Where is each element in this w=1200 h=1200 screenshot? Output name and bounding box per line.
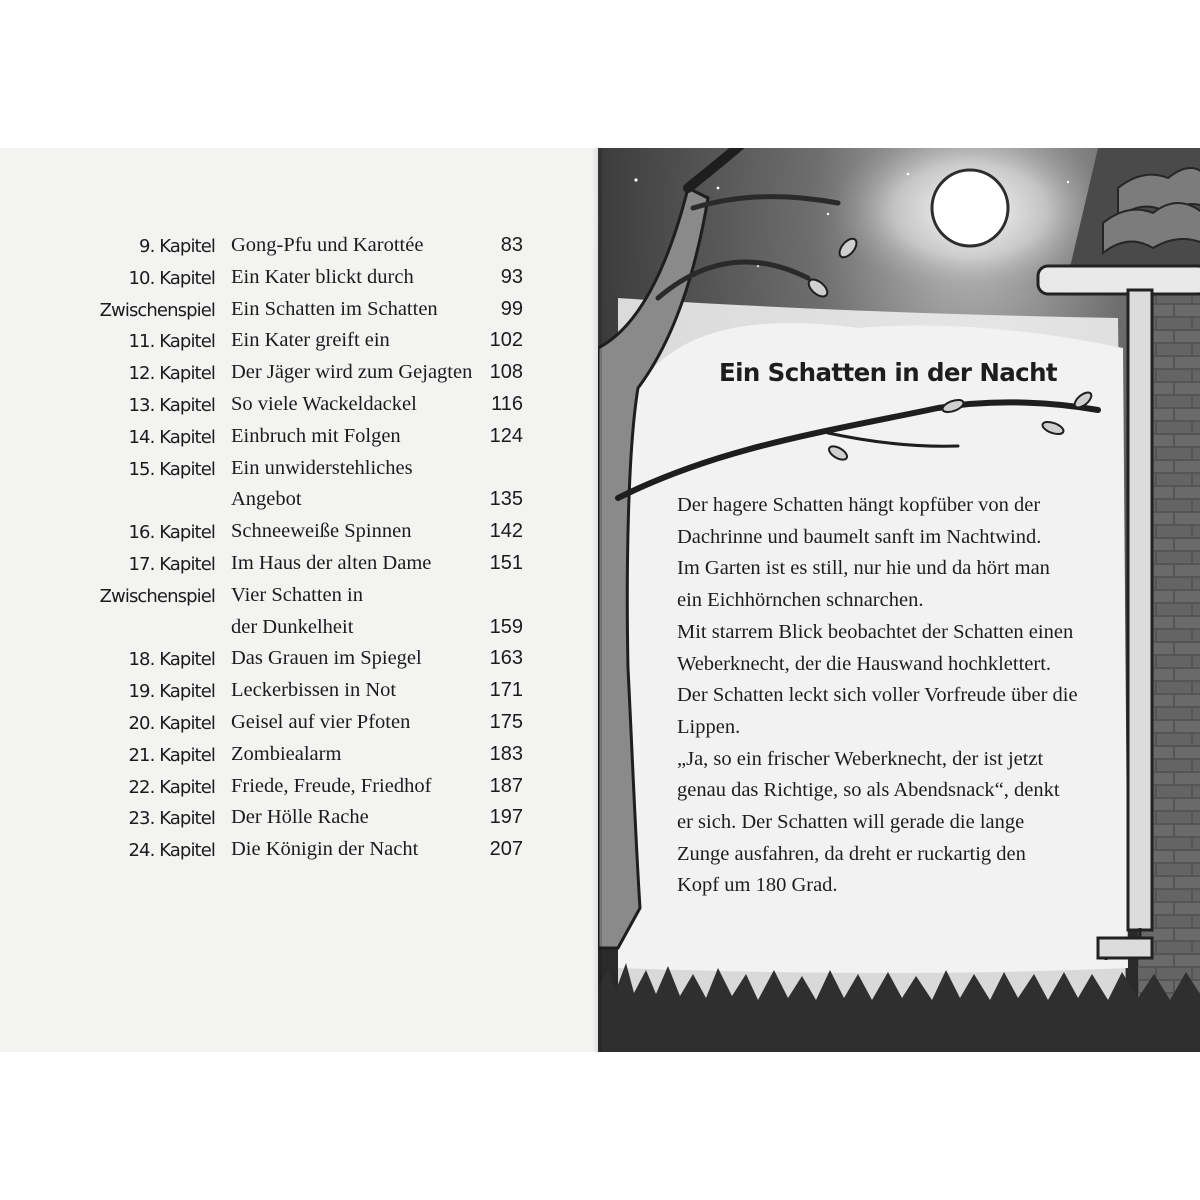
text-line: Dachrinne und baumelt sanft im Nachtwind. (677, 525, 1042, 548)
table-of-contents (0, 234, 598, 870)
toc-chapter-label: 14. Kapitel (128, 426, 215, 448)
toc-page-number: 124 (489, 424, 523, 447)
toc-row (0, 520, 598, 552)
toc-chapter-title: Angebot (231, 488, 302, 511)
toc-chapter-title: Die Königin der Nacht (231, 838, 419, 861)
toc-row (0, 711, 598, 743)
toc-page-number: 183 (489, 742, 523, 765)
toc-row (0, 679, 598, 711)
toc-chapter-title: Zombiealarm (231, 742, 342, 765)
toc-row (0, 838, 598, 870)
toc-chapter-title: So viele Wackeldackel (231, 392, 417, 415)
toc-row (0, 584, 598, 616)
toc-row (0, 234, 598, 266)
chapter-text (677, 490, 1107, 902)
toc-page-number: 102 (489, 329, 523, 352)
toc-chapter-label: 18. Kapitel (128, 649, 215, 671)
text-line: genau das Richtige, so als Abendsnack“, denkt (677, 779, 1060, 802)
book-gutter (592, 148, 602, 1052)
toc-chapter-title: Vier Schatten in (231, 583, 363, 606)
text-line: er sich. Der Schatten will gerade die lange (677, 811, 1025, 834)
toc-page-number: 108 (489, 361, 523, 384)
toc-chapter-title: Gong-Pfu und Karottée (231, 234, 424, 256)
toc-chapter-label: 16. Kapitel (128, 522, 215, 544)
toc-row (0, 361, 598, 393)
text-line: Weberknecht, der die Hauswand hochklettert. (677, 652, 1052, 675)
toc-chapter-label: 12. Kapitel (128, 363, 215, 385)
text-line: Lippen. (677, 715, 741, 738)
toc-chapter-label: 21. Kapitel (128, 744, 215, 766)
toc-chapter-label: 13. Kapitel (128, 394, 215, 416)
toc-chapter-title: Ein Kater blickt durch (231, 265, 414, 288)
toc-row (0, 457, 598, 489)
toc-chapter-title: Leckerbissen in Not (231, 679, 397, 702)
toc-chapter-label: 9. Kapitel (139, 236, 215, 257)
toc-row (0, 775, 598, 807)
left-page-contents (0, 148, 598, 1052)
rain-gutter (1038, 266, 1200, 294)
toc-chapter-label: 24. Kapitel (128, 840, 215, 862)
toc-chapter-title: Ein Kater greift ein (231, 329, 390, 352)
toc-page-number: 83 (500, 234, 523, 256)
toc-row (0, 488, 598, 520)
toc-chapter-title: Der Hölle Rache (231, 806, 369, 829)
toc-page-number: 142 (489, 520, 523, 543)
toc-chapter-title: Im Haus der alten Dame (231, 551, 432, 574)
toc-row (0, 743, 598, 775)
toc-chapter-label: Zwischenspiel (99, 585, 215, 607)
text-line: Mit starrem Blick beobachtet der Schatten einen (677, 620, 1074, 643)
toc-chapter-title: der Dunkelheit (231, 615, 354, 638)
toc-chapter-label: 10. Kapitel (128, 267, 215, 289)
toc-row (0, 298, 598, 330)
moon-icon (932, 170, 1008, 246)
toc-chapter-title: Ein Schatten im Schatten (231, 297, 438, 320)
toc-chapter-title: Der Jäger wird zum Gejagten (231, 361, 473, 384)
toc-row (0, 647, 598, 679)
toc-page-number: 171 (489, 679, 523, 702)
toc-chapter-label: 11. Kapitel (128, 331, 215, 353)
toc-chapter-title: Das Grauen im Spiegel (231, 647, 422, 670)
text-line: Der hagere Schatten hängt kopfüber von der (677, 494, 1041, 516)
toc-chapter-title: Ein unwiderstehliches (231, 456, 413, 479)
toc-chapter-title: Schneeweiße Spinnen (231, 520, 412, 543)
toc-page-number: 163 (489, 647, 523, 670)
toc-row (0, 425, 598, 457)
chapter-heading: Ein Schatten in der Nacht (718, 358, 1058, 387)
toc-chapter-title: Geisel auf vier Pfoten (231, 710, 411, 733)
toc-chapter-label: 22. Kapitel (128, 776, 215, 798)
toc-page-number: 175 (489, 710, 523, 733)
toc-chapter-label: 15. Kapitel (128, 458, 215, 480)
toc-chapter-label: Zwischenspiel (99, 299, 215, 321)
toc-chapter-title: Einbruch mit Folgen (231, 424, 401, 447)
text-line: ein Eichhörnchen schnarchen. (677, 589, 924, 612)
text-line: „Ja, so ein frischer Weberknecht, der ist jetzt (677, 747, 1044, 770)
toc-chapter-label: 23. Kapitel (128, 808, 215, 830)
toc-chapter-label: 17. Kapitel (128, 553, 215, 575)
toc-page-number: 93 (500, 265, 523, 288)
toc-page-number: 197 (489, 806, 523, 829)
toc-chapter-label: 19. Kapitel (128, 681, 215, 703)
toc-row (0, 552, 598, 584)
toc-page-number: 151 (489, 551, 523, 574)
toc-page-number: 116 (491, 392, 523, 415)
toc-row (0, 393, 598, 425)
toc-page-number: 159 (489, 615, 523, 638)
toc-chapter-title: Friede, Freude, Friedhof (231, 774, 432, 797)
toc-row (0, 266, 598, 298)
text-line: Im Garten ist es still, nur hie und da hört man (677, 557, 1050, 580)
toc-chapter-label: 20. Kapitel (128, 712, 215, 734)
toc-row (0, 806, 598, 838)
toc-row (0, 616, 598, 648)
toc-page-number: 207 (489, 838, 523, 861)
text-line: Der Schatten leckt sich voller Vorfreude über die (677, 684, 1078, 707)
toc-page-number: 135 (489, 488, 523, 511)
toc-row (0, 329, 598, 361)
toc-page-number: 99 (500, 297, 523, 320)
text-line: Zunge ausfahren, da dreht er ruckartig den (677, 842, 1026, 865)
toc-page-number: 187 (489, 774, 523, 797)
text-line: Kopf um 180 Grad. (677, 874, 838, 897)
